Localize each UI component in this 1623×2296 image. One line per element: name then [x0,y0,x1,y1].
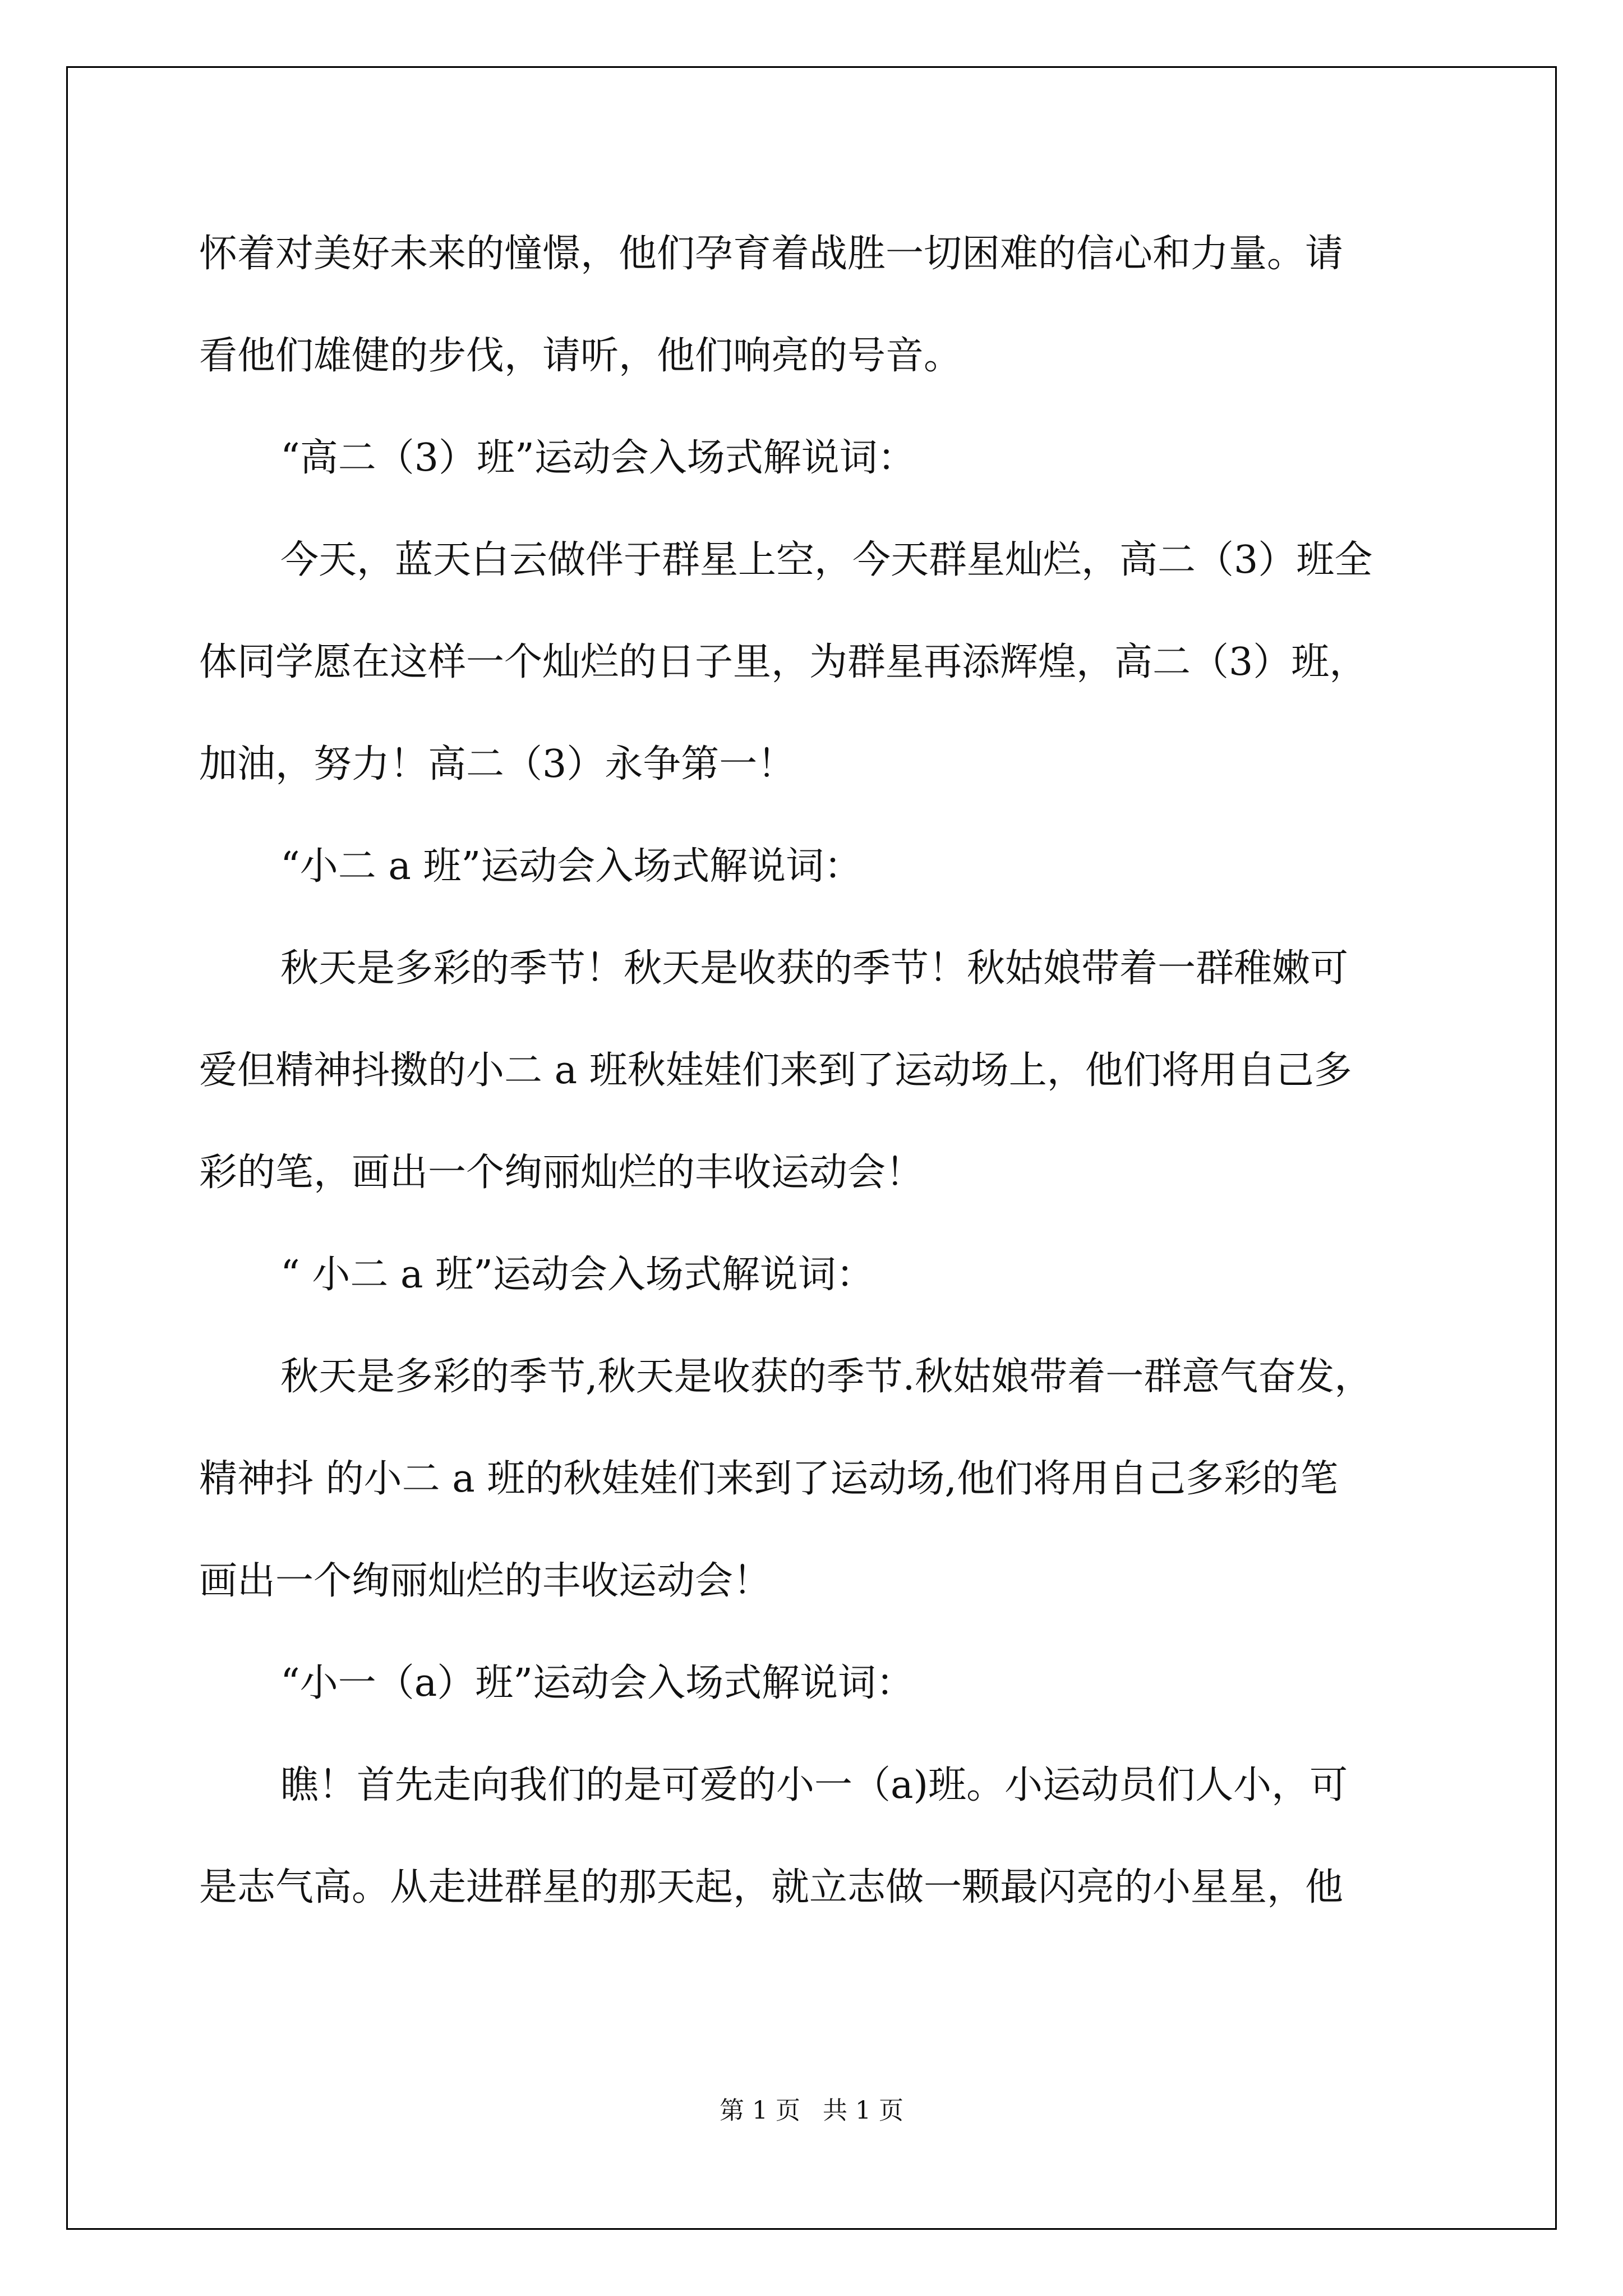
text-line: 精神抖 的小二 a 班的秋娃娃们来到了运动场,他们将用自己多彩的笔 [199,1457,1339,1501]
section-heading: “高二（3）班”运动会入场式解说词： [280,436,916,480]
section-heading: “小二 a 班”运动会入场式解说词： [280,844,863,889]
text-line: 爱但精神抖擞的小二 a 班秋娃娃们来到了运动场上，他们将用自己多 [199,1048,1352,1093]
text-line: 秋天是多彩的季节！秋天是收获的季节！秋姑娘带着一群稚嫩可 [280,946,1349,991]
page-number: 第 1 页 [720,2096,800,2125]
text-line: 彩的笔，画出一个绚丽灿烂的丰收运动会！ [199,1151,924,1195]
text-line: 瞧！首先走向我们的是可爱的小一（a)班。小运动员们人小，可 [280,1763,1348,1807]
text-line: 画出一个绚丽灿烂的丰收运动会！ [199,1559,772,1603]
text-line: 是志气高。从走进群星的那天起，就立志做一颗最闪亮的小星星，他 [199,1865,1344,1910]
document-body [199,203,1444,1939]
text-line: 秋天是多彩的季节,秋天是收获的季节.秋姑娘带着一群意气奋发， [280,1355,1373,1399]
page-footer [0,2094,1623,2128]
section-heading: “小一（a）班”运动会入场式解说词： [280,1661,915,1705]
text-line: 看他们雄健的步伐，请听，他们响亮的号音。 [199,334,962,378]
text-line: 今天，蓝天白云做伴于群星上空，今天群星灿烂，高二（3）班全 [280,538,1373,582]
section-heading: “ 小二 a 班”运动会入场式解说词： [280,1253,874,1297]
text-line: 加油，努力！高二（3）永争第一！ [199,742,796,786]
text-line: 体同学愿在这样一个灿烂的日子里，为群星再添辉煌，高二（3）班， [199,640,1368,684]
text-line: 怀着对美好未来的憧憬，他们孕育着战胜一切困难的信心和力量。请 [199,232,1344,276]
page-total: 共 1 页 [823,2096,903,2125]
